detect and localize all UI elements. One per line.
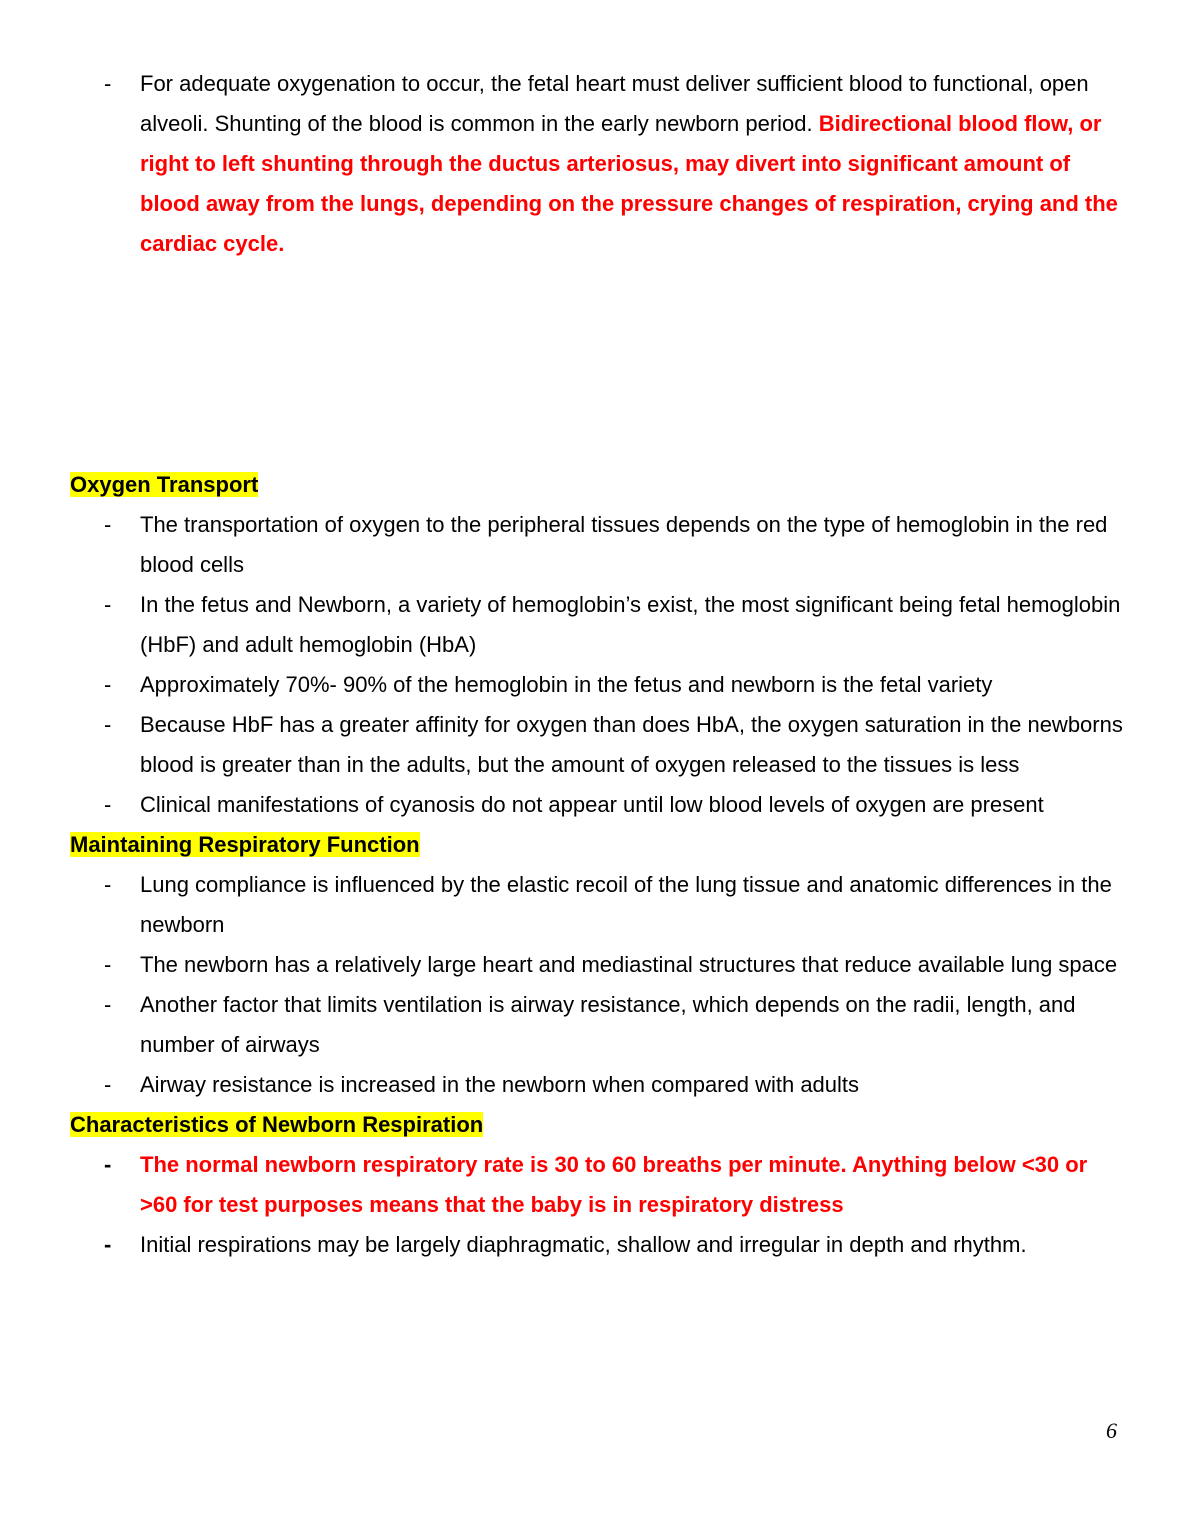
bullet-dash: - bbox=[104, 952, 112, 977]
intro-section bbox=[70, 64, 1130, 264]
section-heading bbox=[70, 825, 1130, 865]
section-heading bbox=[70, 1105, 1130, 1145]
list-item bbox=[70, 705, 1130, 785]
list-item bbox=[70, 985, 1130, 1065]
list-item bbox=[70, 865, 1130, 945]
list-item bbox=[70, 1065, 1130, 1105]
bullet-dash: - bbox=[104, 792, 112, 817]
bullet-dash: - bbox=[104, 512, 112, 537]
list-item bbox=[70, 505, 1130, 585]
list-item bbox=[70, 1225, 1130, 1265]
list-item bbox=[70, 945, 1130, 985]
list-item bbox=[70, 785, 1130, 825]
bullet-dash: - bbox=[104, 872, 112, 897]
bullet-dash: - bbox=[104, 1072, 112, 1097]
bullet-text: In the fetus and Newborn, a variety of hemoglobin’s exist, the most significant being fetal hemoglobin (HbF) and adult hemoglobin (HbA) bbox=[140, 592, 1121, 657]
bullet-text: The newborn has a relatively large heart and mediastinal structures that reduce available lung space bbox=[140, 952, 1118, 977]
bullet-text: Initial respirations may be largely diaphragmatic, shallow and irregular in depth and rhythm. bbox=[140, 1232, 1027, 1257]
respiratory-function-heading: Maintaining Respiratory Function bbox=[70, 832, 420, 857]
list-item bbox=[70, 64, 1130, 264]
oxygen-transport-section bbox=[70, 465, 1130, 1265]
oxygen-transport-heading: Oxygen Transport bbox=[70, 472, 259, 497]
bullet-text: Because HbF has a greater affinity for oxygen than does HbA, the oxygen saturation in the newborns blood is greater than in the adults, but the amount of oxygen released to the tissues is less bbox=[140, 712, 1123, 777]
bullet-text: Another factor that limits ventilation is airway resistance, which depends on the radii, length, and number of airways bbox=[140, 992, 1076, 1057]
list-item bbox=[70, 585, 1130, 665]
bullet-dash: - bbox=[104, 992, 112, 1017]
bullet-emphasis: The normal newborn respiratory rate is 30 to 60 breaths per minute. Anything below <30 or >60 for test purposes means that the baby is in respiratory distress bbox=[140, 1152, 1088, 1217]
bullet-text: Clinical manifestations of cyanosis do not appear until low blood levels of oxygen are present bbox=[140, 792, 1044, 817]
page-number: 6 bbox=[1106, 1418, 1117, 1443]
list-item bbox=[70, 1145, 1130, 1225]
bullet-dash: - bbox=[104, 672, 112, 697]
bullet-dash: - bbox=[104, 592, 112, 617]
bullet-dash: - bbox=[104, 1232, 112, 1257]
bullet-dash: - bbox=[104, 71, 112, 96]
bullet-text: For adequate oxygenation to occur, the fetal heart must deliver sufficient blood to functional, open alveoli. Shunting of the blood is common in the early newborn period. bbox=[140, 71, 1089, 136]
bullet-dash: - bbox=[104, 712, 112, 737]
list-item bbox=[70, 665, 1130, 705]
bullet-emphasis: Bidirectional blood flow, or right to left shunting through the ductus arteriosus, may divert into significant amount of blood away from the lungs, depending on the pressure changes of respiration, crying and the cardiac cycle. bbox=[140, 111, 1118, 256]
bullet-text: Airway resistance is increased in the newborn when compared with adults bbox=[140, 1072, 860, 1097]
section-heading bbox=[70, 465, 1130, 505]
newborn-respiration-heading: Characteristics of Newborn Respiration bbox=[70, 1112, 484, 1137]
bullet-text: The transportation of oxygen to the peripheral tissues depends on the type of hemoglobin in the red blood cells bbox=[140, 512, 1108, 577]
bullet-dash: - bbox=[104, 1152, 112, 1177]
bullet-text: Lung compliance is influenced by the elastic recoil of the lung tissue and anatomic differences in the newborn bbox=[140, 872, 1112, 937]
bullet-text: Approximately 70%- 90% of the hemoglobin in the fetus and newborn is the fetal variety bbox=[140, 672, 993, 697]
